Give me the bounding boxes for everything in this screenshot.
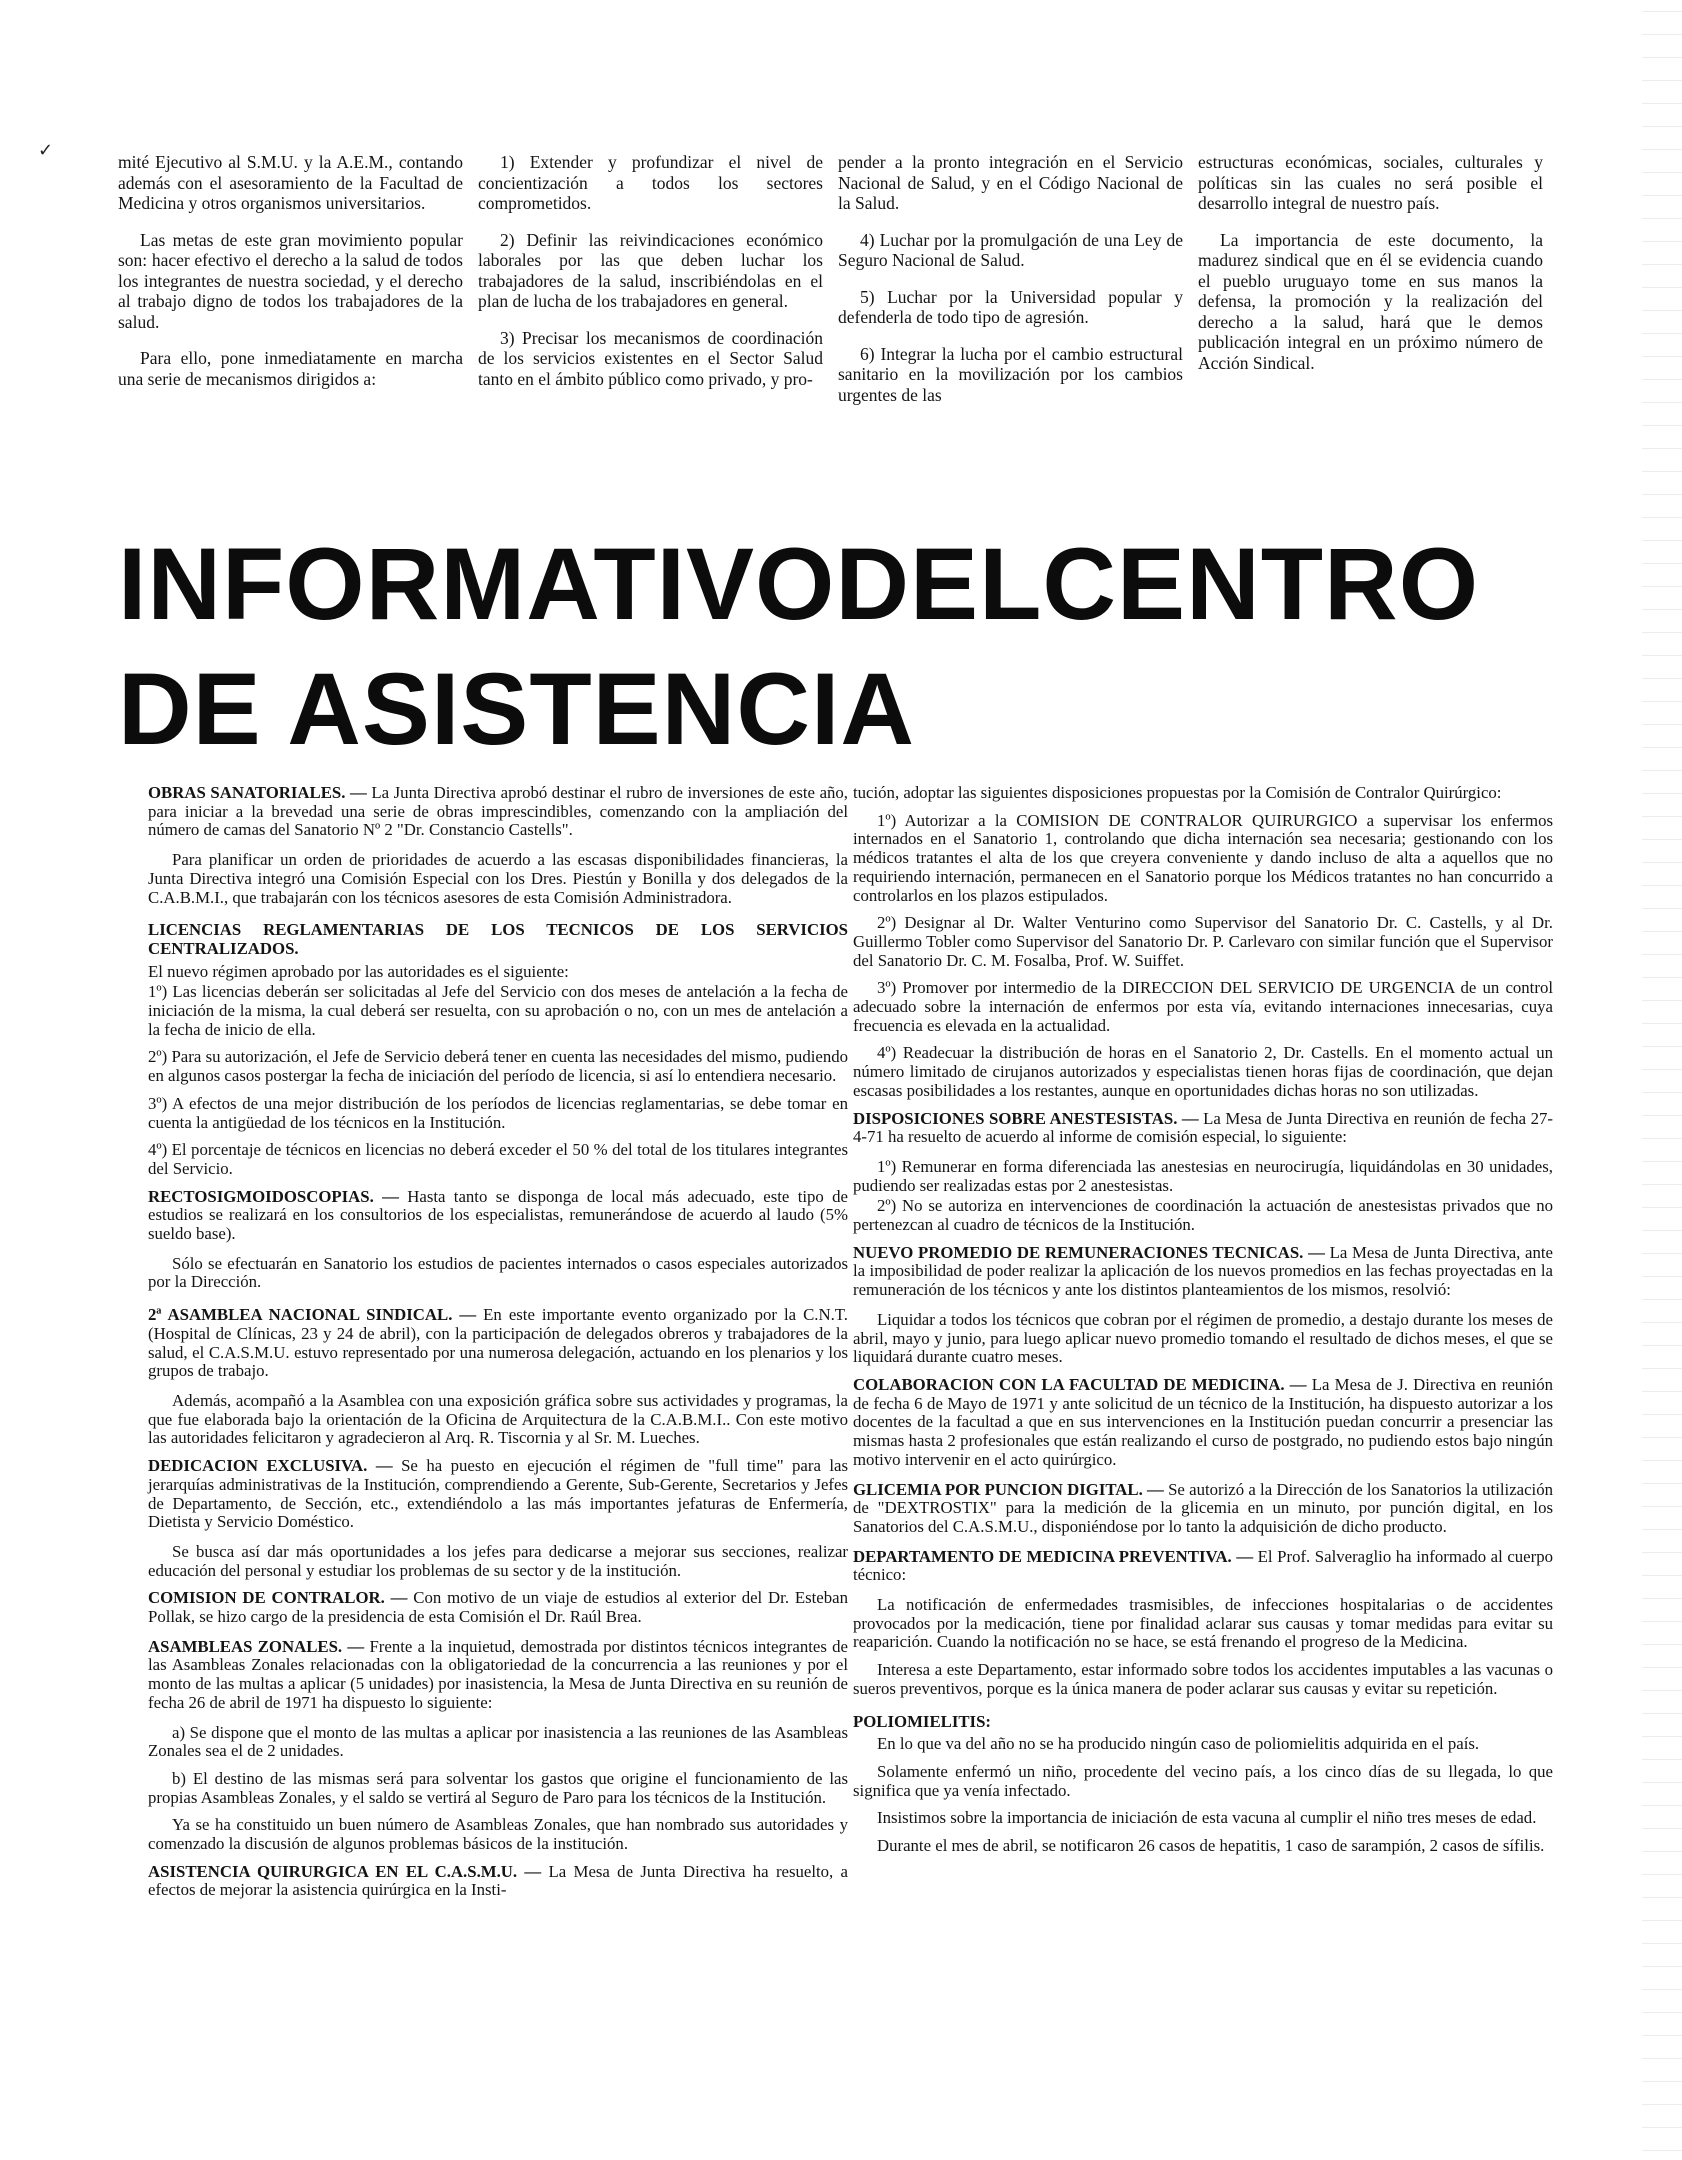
zonales-p-c: Ya se ha constituido un buen número de Asambleas Zonales, que han nombrado sus autoridades y comenzado la discusión de algunos problemas básicos de la institución. — [148, 1815, 848, 1854]
headline-word-informativo: INFORMATIVO — [118, 527, 836, 641]
section-dedicacion-text: Se ha puesto en ejecución el régimen de "full time" para las jerarquías administrativas de la Institución, comprendiendo a Gerente, Sub-Gerente, Secretarios y Jefes de Departamento, de Sección, etc., extendiéndolo a las más importantes jefaturas de Enfermería, Dietista y Servicio Doméstico. — [148, 1456, 848, 1532]
top-col3-p2: 4) Luchar por la promulgación de una Ley de Seguro Nacional de Salud. — [838, 229, 1183, 270]
section-facultad-text: La Mesa de J. Directiva en reunión de fecha 6 de Mayo de 1971 y ante solicitud de un técnico de la Institución, ha dispuesto autorizar a los docentes de la facultad a que en sus intervenciones en la Institución puedan concurrir a presenciar las mismas hasta 2 profesionales que están realizando el curso de postgrado, no pudiendo estos bajo ningún motivo intervenir en el acto quirúrgico. — [853, 1374, 1553, 1469]
section-quirurgica — [148, 1863, 848, 1900]
section-recto — [148, 1188, 848, 1244]
section-quirurgica-text: La Mesa de Junta Directiva ha resuelto, a efectos de mejorar la asistencia quirúrgica en la Insti- — [148, 1861, 849, 1900]
section-facultad-heading: COLABORACION CON LA FACULTAD DE MEDICINA. — — [853, 1374, 1307, 1394]
anestesistas-item-1: 1º) Remunerar en forma diferenciada las anestesias en neurocirugía, liquidándolas en 30 unidades, pudiendo ser realizadas estas por 2 anestesistas. — [853, 1156, 1553, 1195]
top-column-3 — [838, 152, 1183, 421]
section-obras-heading: OBRAS SANATORIALES. — — [148, 783, 367, 802]
section-glicemia — [853, 1481, 1553, 1537]
top-col3-p3: 5) Luchar por la Universidad popular y defenderla de todo tipo de agresión. — [838, 286, 1183, 327]
polio-p2: Solamente enfermó un niño, procedente del vecino país, a los cinco días de su llegada, lo que significa que ya venía infectado. — [853, 1761, 1553, 1800]
licencias-item-1: 1º) Las licencias deberán ser solicitadas al Jefe del Servicio con dos meses de antelación a la fecha de iniciación de la misma, la cual deberá ser resuelta, con su aprobación o no, con un mes de antelación a la fecha de inicio de ella. — [148, 982, 848, 1039]
section-anestesistas — [853, 1110, 1553, 1147]
section-preventiva-heading: DEPARTAMENTO DE MEDICINA PREVENTIVA. — — [853, 1546, 1254, 1566]
top-column-1 — [118, 152, 463, 405]
section-promedio — [853, 1244, 1553, 1300]
top-col3-p4: 6) Integrar la lucha por el cambio estructural sanitario en la movilización por los cambios urgentes de las — [838, 343, 1183, 405]
headline-line-2: DE ASISTENCIA — [118, 652, 915, 766]
section-preventiva — [853, 1548, 1553, 1585]
preventiva-p2: La notificación de enfermedades trasmisibles, de infecciones hospitalarias o de accidentes provocados por la medicación, tiene por finalidad aclarar sus causas y tomar medidas para evitar su reaparición. Cuando la notificación no se hace, se está frenando el progreso de la Medicina. — [853, 1595, 1553, 1652]
section-facultad — [853, 1376, 1553, 1470]
section-comision-text: Con motivo de un viaje de estudios al exterior del Dr. Esteban Pollak, se hizo cargo de la presidencia de esta Comisión el Dr. Raúl Brea. — [148, 1588, 848, 1627]
headline-word-del: DEL — [835, 527, 1043, 641]
headline — [118, 522, 1480, 772]
recto-p2: Sólo se efectuarán en Sanatorio los estudios de pacientes internados o casos especiales autorizados por la Dirección. — [148, 1253, 848, 1292]
top-col1-p1: mité Ejecutivo al S.M.U. y la A.E.M., contando además con el asesoramiento de la Facultad de Medicina y otros organismos universitarios. — [118, 152, 463, 213]
zonales-item-a: a) Se dispone que el monto de las multas a aplicar por inasistencia a las reuniones de las Asambleas Zonales sea el de 2 unidades. — [148, 1722, 848, 1761]
section-glicemia-heading: GLICEMIA POR PUNCION DIGITAL. — — [853, 1479, 1164, 1499]
section-asamblea-text: En este importante evento organizado por la C.N.T. (Hospital de Clínicas, 23 y 24 de abril), con la participación de delegados obreros y trabajadores de la salud, el C.A.S.M.U. estuvo representado por una numerosa delegación, actuando en los plenarios y los grupos de trabajo. — [148, 1305, 848, 1381]
top-col2-p3: 3) Precisar los mecanismos de coordinación de los servicios existentes en el Sector Salud tanto en el ámbito público como privado, y pro- — [478, 327, 823, 389]
scan-edge-artifact — [1642, 0, 1682, 2160]
polio-p4: Durante el mes de abril, se notificaron 26 casos de hepatitis, 1 caso de sarampión, 2 casos de sífilis. — [877, 1836, 1545, 1856]
top-col2-p2: 2) Definir las reivindicaciones económico laborales por las que deben luchar los trabajadores de la salud, inscribiéndolas en el plan de lucha de los trabajadores en general. — [478, 229, 823, 311]
section-quirurgica-heading: ASISTENCIA QUIRURGICA EN EL C.A.S.M.U. — — [148, 1861, 542, 1881]
quirurgica-item-3: 3º) Promover por intermedio de la DIRECCION DEL SERVICIO DE URGENCIA de un control adecuado sobre la internación de enfermos por esta vía, evitando internaciones innecesarias, cuya frecuencia es elevada en la actualidad. — [853, 978, 1553, 1035]
section-recto-heading: RECTOSIGMOIDOSCOPIAS. — — [148, 1186, 399, 1206]
section-polio-heading: POLIOMIELITIS: — [853, 1711, 992, 1731]
section-zonales-text: Frente a la inquietud, demostrada por distintos técnicos integrantes de las Asambleas Zonales relacionadas con la obligatoriedad de la concurrencia a las reuniones y por el monto de las multas a aplicar (5 unidades) por inasistencia, la Mesa de Junta Directiva en su reunión de fecha 26 de abril de 1971 ha dispuesto lo siguiente: — [148, 1636, 848, 1712]
section-zonales-heading: ASAMBLEAS ZONALES. — — [148, 1636, 365, 1656]
section-recto-text: Hasta tanto se disponga de local más adecuado, este tipo de estudios se realizará en los consultorios de los especialistas, remunerándose de acuerdo al laudo (5% sueldo base). — [148, 1186, 848, 1244]
top-col1-p3: Para ello, pone inmediatamente en marcha una serie de mecanismos dirigidos a: — [118, 348, 463, 389]
headline-word-centro: CENTRO — [1042, 527, 1480, 641]
obras-p2: Para planificar un orden de prioridades de acuerdo a las escasas disponibilidades financieras, la Junta Directiva integró una Comisión Especial con los Dres. Piestún y Bonilla y dos delegados de la C.A.B.M.I., que trabajarán con los técnicos asesores de esta Comisión Administradora. — [148, 850, 848, 907]
section-dedicacion — [148, 1457, 848, 1532]
section-dedicacion-heading: DEDICACION EXCLUSIVA. — — [148, 1456, 393, 1476]
section-glicemia-text: Se autorizó a la Dirección de los Sanatorios la utilización de "DEXTROSTIX" para la medición de la glicemia en un minuto, por punción digital, en los Sanatorios del C.A.S.M.U., disponiéndose por lo tanto la adquisición de dicho producto. — [853, 1479, 1553, 1536]
anestesistas-item-2: 2º) No se autoriza en intervenciones de coordinación la actuación de anestesistas privados que no pertenezcan al cuadro de técnicos de la Institución. — [853, 1196, 1553, 1235]
polio-p1: En lo que va del año no se ha producido ningún caso de poliomielitis adquirida en el país. — [877, 1734, 1480, 1754]
top-col4-p1: estructuras económicas, sociales, culturales y políticas sin las cuales no será posible el desarrollo integral de nuestro país. — [1198, 152, 1543, 213]
polio-p3: Insistimos sobre la importancia de iniciación de esta vacuna al cumplir el niño tres meses de edad. — [877, 1808, 1537, 1828]
asamblea-p2: Además, acompañó a la Asamblea con una exposición gráfica sobre sus actividades y programas, la que fue elaborada bajo la orientación de la Oficina de Arquitectura de la C.A.B.M.I.. Con este motivo las autoridades felicitaron y agradecieron al Arq. R. Tiscornia y al Sr. M. Lueches. — [148, 1390, 848, 1448]
top-col1-p2: Las metas de este gran movimiento popular son: hacer efectivo el derecho a la salud de todos los integrantes de nuestra sociedad, y el derecho al trabajo digno de todos los trabajadores de la salud. — [118, 229, 463, 332]
section-preventiva-text: El Prof. Salveraglio ha informado al cuerpo técnico: — [853, 1546, 1553, 1585]
top-column-2 — [478, 152, 823, 405]
body-column-right — [853, 784, 1553, 1865]
section-asamblea-heading: 2ª ASAMBLEA NACIONAL SINDICAL. — — [148, 1305, 477, 1325]
promedio-p2: Liquidar a todos los técnicos que cobran por el régimen de promedio, a destajo durante los meses de abril, mayo y junio, para luego aplicar nuevo promedio tomando el resultado de dichos meses, el que se liquidará durante cuatro meses. — [853, 1309, 1553, 1367]
section-anestesistas-heading: DISPOSICIONES SOBRE ANESTESISTAS. — — [853, 1108, 1199, 1128]
section-comision-heading: COMISION DE CONTRALOR. — — [148, 1588, 408, 1608]
quirurgica-item-4: 4º) Readecuar la distribución de horas en el Sanatorio 2, Dr. Castells. En el momento actual un número limitado de cirujanos autorizados y especialistas tienen horas fijas de coordinación, que dejan escasas posibilidades a los restantes, aunque en oportunidades dichas horas no son utilizadas. — [853, 1043, 1553, 1100]
licencias-item-4: 4º) El porcentaje de técnicos en licencias no deberá exceder el 50 % del total de los titulares integrantes del Servicio. — [148, 1140, 848, 1178]
quirurgica-item-1: 1º) Autorizar a la COMISION DE CONTRALOR QUIRURGICO a supervisar los enfermos internados en el Sanatorio 1, controlando que dicha internación sea necesaria; gestionando con los médicos tratantes el alta de los que creyera conveniente y dando incluso de alta a aquellos que no requiriendo internación, permanecen en el Sanatorio porque los Médicos tratantes no han concurrido a controlarlos en los plazos estipulados. — [853, 810, 1553, 905]
section-comision — [148, 1589, 848, 1626]
body-column-left — [148, 784, 848, 1911]
margin-mark: ✓ — [38, 140, 54, 161]
top-col3-p1: pender a la pronto integración en el Servicio Nacional de Salud, y en el Código Nacional de la Salud. — [838, 152, 1183, 213]
licencias-item-3: 3º) A efectos de una mejor distribución de los períodos de licencias reglamentarias, se debe tomar en cuenta la antigüedad de los técnicos en la Institución. — [148, 1093, 848, 1132]
licencias-item-2: 2º) Para su autorización, el Jefe de Servicio deberá tener en cuenta las necesidades del mismo, pudiendo en algunos casos postergar la fecha de iniciación del período de licencia, si así lo entendiera necesario. — [148, 1047, 848, 1086]
dedicacion-p2: Se busca así dar más oportunidades a los jefes para dedicarse a mejorar sus secciones, realizar educación del personal y estudiar los problemas de su sector y de la institución. — [148, 1541, 848, 1580]
quirurgica-continuation: tución, adoptar las siguientes disposiciones propuestas por la Comisión de Contralor Quirúrgico: — [853, 783, 1502, 802]
top-col4-p2: La importancia de este documento, la madurez sindical que en él se evidencia cuando el pueblo uruguayo tome en sus manos la defensa, la promoción y la realización del derecho a la salud, hará que le demos publicación integral en un próximo número de Acción Sindical. — [1198, 229, 1543, 373]
preventiva-p3: Interesa a este Departamento, estar informado sobre todos los accidentes imputables a las vacunas o sueros preventivos, porque es la única manera de poder aclarar sus causas y evitar su repetición. — [853, 1660, 1553, 1698]
section-licencias-heading: LICENCIAS REGLAMENTARIAS DE LOS TECNICOS DE LOS SERVICIOS CENTRALIZADOS. — [148, 920, 848, 958]
section-asamblea — [148, 1306, 848, 1381]
top-col2-p1: 1) Extender y profundizar el nivel de concientización a todos los sectores comprometidos. — [478, 152, 823, 213]
top-column-4 — [1198, 152, 1543, 389]
section-promedio-text: La Mesa de Junta Directiva, ante la imposibilidad de poder realizar la aplicación de los nuevos promedios en las fechas proyectadas en la remuneración de los técnicos y ante los distintos planteamientos de los mismos, resolvió: — [853, 1242, 1554, 1300]
section-zonales — [148, 1638, 848, 1713]
section-promedio-heading: NUEVO PROMEDIO DE REMUNERACIONES TECNICAS. — — [853, 1242, 1325, 1262]
section-obras-text: La Junta Directiva aprobó destinar el rubro de inversiones de este año, para iniciar a la brevedad una serie de obras imprescindibles, comenzando con la ampliación del número de camas del Sanatorio Nº 2 "Dr. Constancio Castells". — [148, 783, 848, 840]
section-obras — [148, 784, 848, 840]
quirurgica-item-2: 2º) Designar al Dr. Walter Venturino como Supervisor del Sanatorio Dr. C. Castells, y al Dr. Guillermo Tobler como Supervisor del Sanatorio Dr. P. Carlevaro con similar función que el Supervisor del Sanatorio Dr. C. M. Fosalba, Prof. W. Suiffet. — [853, 913, 1553, 970]
licencias-intro: El nuevo régimen aprobado por las autoridades es el siguiente: — [148, 961, 569, 981]
zonales-item-b: b) El destino de las mismas será para solventar los gastos que origine el funcionamiento de las propias Asambleas Zonales, y el saldo se vertirá al Seguro de Paro para los técnicos de la Institución. — [148, 1768, 848, 1807]
section-anestesistas-text: La Mesa de Junta Directiva en reunión de fecha 27-4-71 ha resuelto de acuerdo al informe de comisión especial, lo siguiente: — [853, 1108, 1553, 1147]
